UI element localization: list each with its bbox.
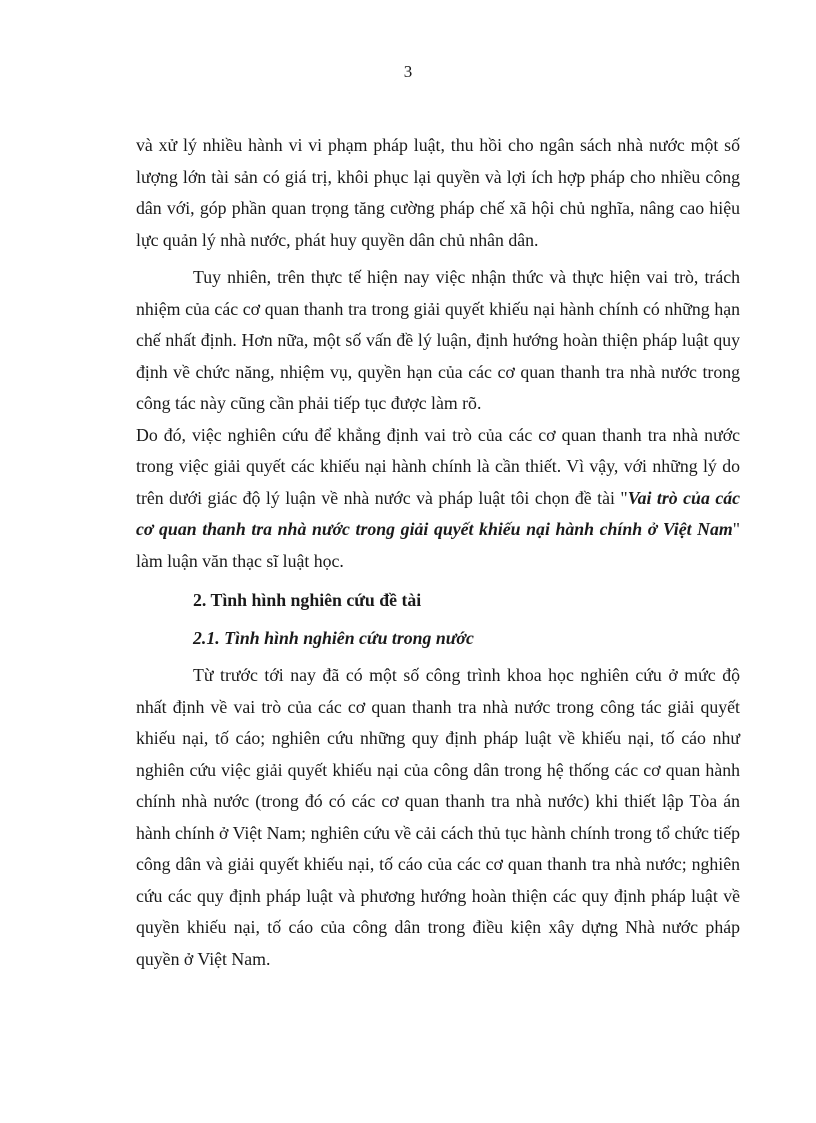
paragraph-thesis-topic — [136, 420, 740, 578]
paragraph-domestic-research: Từ trước tới nay đã có một số công trình khoa học nghiên cứu ở mức độ nhất định về vai trò của các cơ quan thanh tra nhà nước trong công tác giải quyết khiếu nại, tố cáo; nghiên cứu những quy định pháp luật về khiếu nại, tố cáo như nghiên cứu việc giải quyết khiếu nại của công dân trong hệ thống các cơ quan hành chính nhà nước (trong đó có các cơ quan thanh tra nhà nước) khi thiết lập Tòa án hành chính ở Việt Nam; nghiên cứu về cải cách thủ tục hành chính trong tổ chức tiếp công dân và giải quyết khiếu nại, tố cáo của các cơ quan thanh tra nhà nước; nghiên cứu các quy định pháp luật và phương hướng hoàn thiện các quy định pháp luật về quyền khiếu nại, tố cáo của công dân trong điều kiện xây dựng Nhà nước pháp quyền ở Việt Nam. — [136, 665, 740, 969]
thesis-title: Vai trò của các cơ quan thanh tra nhà nước trong giải quyết khiếu nại hành chính ở Việt Nam — [136, 487, 741, 539]
topic-intro-text: Do đó, việc nghiên cứu để khẳng định vai trò của các cơ quan thanh tra nhà nước trong việc giải quyết các khiếu nại hành chính là cần thiết. Vì vậy, với những lý do trên dưới giác độ lý luận về nhà nước và pháp luật tôi chọn đề tài " — [136, 424, 740, 508]
page-number: 3 — [403, 62, 413, 81]
topic-closing-text: " làm luận văn thạc sĩ luật học. — [136, 519, 740, 571]
paragraph-achievements: và xử lý nhiều hành vi vi phạm pháp luật, thu hồi cho ngân sách nhà nước một số lượng lớn tài sản có giá trị, khôi phục lại quyền và lợi ích hợp pháp cho nhiều công dân với, góp phần quan trọng tăng cường pháp chế xã hội chủ nghĩa, nâng cao hiệu lực quản lý nhà nước, phát huy quyền dân chủ nhân dân. — [136, 135, 740, 250]
paragraph-limitations: Tuy nhiên, trên thực tế hiện nay việc nhận thức và thực hiện vai trò, trách nhiệm của các cơ quan thanh tra trong giải quyết khiếu nại hành chính có những hạn chế nhất định. Hơn nữa, một số vấn đề lý luận, định hướng hoàn thiện pháp luật quy định về chức năng, nhiệm vụ, quyền hạn của các cơ quan thanh tra nhà nước trong công tác này cũng cần phải tiếp tục được làm rõ. — [136, 267, 740, 413]
page-body — [136, 130, 740, 975]
subsection-heading-domestic-research: 2.1. Tình hình nghiên cứu trong nước — [193, 627, 474, 648]
section-heading-research-status: 2. Tình hình nghiên cứu đề tài — [193, 590, 422, 610]
